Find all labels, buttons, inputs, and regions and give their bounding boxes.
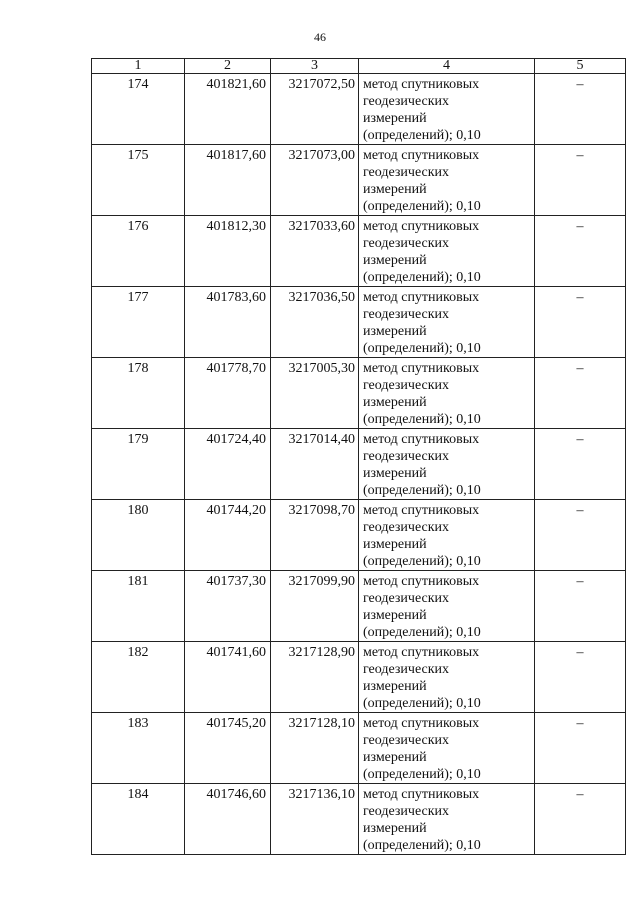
y-coordinate-cell-text: 3217099,90 (288, 574, 355, 589)
point-number-cell (92, 784, 185, 855)
x-coordinate-cell-text: 401737,30 (206, 574, 266, 589)
table-row (92, 784, 626, 855)
note-cell (535, 358, 626, 429)
note-cell (535, 216, 626, 287)
table-row (92, 429, 626, 500)
note-cell-text: – (576, 148, 584, 163)
table-row (92, 571, 626, 642)
note-cell (535, 145, 626, 216)
method-cell (359, 500, 535, 571)
x-coordinate-cell (185, 500, 271, 571)
table-row (92, 74, 626, 145)
column-header-3: 3 (271, 59, 359, 74)
point-number-cell-text: 181 (127, 574, 149, 589)
page-number: 46 (314, 30, 326, 44)
table-row (92, 358, 626, 429)
note-cell (535, 429, 626, 500)
x-coordinate-cell-text: 401741,60 (206, 645, 266, 660)
point-number-cell (92, 500, 185, 571)
point-number-cell-text: 178 (127, 361, 149, 376)
x-coordinate-cell (185, 642, 271, 713)
y-coordinate-cell (271, 713, 359, 784)
y-coordinate-cell (271, 358, 359, 429)
x-coordinate-cell (185, 145, 271, 216)
point-number-cell-text: 179 (127, 432, 149, 447)
y-coordinate-cell (271, 500, 359, 571)
method-cell-text: метод спутниковых геодезических измерений (определений); 0,10 (363, 574, 481, 640)
y-coordinate-cell (271, 642, 359, 713)
method-cell-text: метод спутниковых геодезических измерений (определений); 0,10 (363, 432, 481, 498)
note-cell (535, 642, 626, 713)
point-number-cell-text: 183 (127, 716, 149, 731)
point-number-cell (92, 287, 185, 358)
note-cell (535, 500, 626, 571)
point-number-cell (92, 429, 185, 500)
x-coordinate-cell-text: 401745,20 (206, 716, 266, 731)
method-cell-text: метод спутниковых геодезических измерений (определений); 0,10 (363, 77, 481, 143)
x-coordinate-cell (185, 216, 271, 287)
column-header-2: 2 (185, 59, 271, 74)
y-coordinate-cell (271, 216, 359, 287)
x-coordinate-cell-text: 401783,60 (206, 290, 266, 305)
point-number-cell-text: 174 (127, 77, 149, 92)
point-number-cell-text: 176 (127, 219, 149, 234)
table-header-row (92, 59, 626, 74)
table-row (92, 713, 626, 784)
note-cell-text: – (576, 645, 584, 660)
x-coordinate-cell (185, 429, 271, 500)
table-row (92, 216, 626, 287)
table-row (92, 642, 626, 713)
y-coordinate-cell (271, 74, 359, 145)
point-number-cell (92, 713, 185, 784)
point-number-cell (92, 358, 185, 429)
x-coordinate-cell-text: 401746,60 (206, 787, 266, 802)
note-cell (535, 287, 626, 358)
table-row (92, 500, 626, 571)
method-cell (359, 287, 535, 358)
note-cell (535, 571, 626, 642)
x-coordinate-cell (185, 713, 271, 784)
point-number-cell (92, 571, 185, 642)
y-coordinate-cell-text: 3217128,90 (288, 645, 355, 660)
y-coordinate-cell-text: 3217036,50 (288, 290, 355, 305)
y-coordinate-cell (271, 429, 359, 500)
point-number-cell-text: 175 (127, 148, 149, 163)
x-coordinate-cell-text: 401744,20 (206, 503, 266, 518)
note-cell (535, 713, 626, 784)
note-cell (535, 74, 626, 145)
note-cell (535, 784, 626, 855)
method-cell-text: метод спутниковых геодезических измерений (определений); 0,10 (363, 219, 481, 285)
y-coordinate-cell (271, 145, 359, 216)
method-cell-text: метод спутниковых геодезических измерений (определений); 0,10 (363, 645, 481, 711)
method-cell (359, 358, 535, 429)
coordinates-table (91, 58, 626, 855)
method-cell (359, 216, 535, 287)
y-coordinate-cell-text: 3217014,40 (288, 432, 355, 447)
method-cell-text: метод спутниковых геодезических измерений (определений); 0,10 (363, 290, 481, 356)
point-number-cell-text: 184 (127, 787, 149, 802)
note-cell-text: – (576, 432, 584, 447)
point-number-cell (92, 216, 185, 287)
x-coordinate-cell-text: 401817,60 (206, 148, 266, 163)
y-coordinate-cell-text: 3217072,50 (288, 77, 355, 92)
y-coordinate-cell-text: 3217073,00 (288, 148, 355, 163)
y-coordinate-cell-text: 3217128,10 (288, 716, 355, 731)
method-cell (359, 713, 535, 784)
x-coordinate-cell-text: 401724,40 (206, 432, 266, 447)
column-header-4: 4 (359, 59, 535, 74)
note-cell-text: – (576, 290, 584, 305)
table-row (92, 145, 626, 216)
note-cell-text: – (576, 503, 584, 518)
method-cell (359, 145, 535, 216)
method-cell (359, 642, 535, 713)
point-number-cell (92, 74, 185, 145)
y-coordinate-cell-text: 3217098,70 (288, 503, 355, 518)
column-header-5: 5 (535, 59, 626, 74)
y-coordinate-cell (271, 287, 359, 358)
y-coordinate-cell (271, 571, 359, 642)
method-cell (359, 74, 535, 145)
note-cell-text: – (576, 716, 584, 731)
method-cell-text: метод спутниковых геодезических измерений (определений); 0,10 (363, 716, 481, 782)
y-coordinate-cell-text: 3217033,60 (288, 219, 355, 234)
x-coordinate-cell (185, 784, 271, 855)
method-cell-text: метод спутниковых геодезических измерений (определений); 0,10 (363, 148, 481, 214)
note-cell-text: – (576, 787, 584, 802)
y-coordinate-cell (271, 784, 359, 855)
x-coordinate-cell (185, 571, 271, 642)
point-number-cell-text: 182 (127, 645, 149, 660)
point-number-cell-text: 180 (127, 503, 149, 518)
y-coordinate-cell-text: 3217005,30 (288, 361, 355, 376)
column-header-1: 1 (92, 59, 185, 74)
method-cell (359, 429, 535, 500)
note-cell-text: – (576, 361, 584, 376)
method-cell-text: метод спутниковых геодезических измерений (определений); 0,10 (363, 361, 481, 427)
x-coordinate-cell-text: 401812,30 (206, 219, 266, 234)
point-number-cell (92, 145, 185, 216)
x-coordinate-cell (185, 287, 271, 358)
x-coordinate-cell (185, 74, 271, 145)
y-coordinate-cell-text: 3217136,10 (288, 787, 355, 802)
point-number-cell-text: 177 (127, 290, 149, 305)
method-cell (359, 571, 535, 642)
note-cell-text: – (576, 219, 584, 234)
note-cell-text: – (576, 77, 584, 92)
x-coordinate-cell-text: 401778,70 (206, 361, 266, 376)
table-row (92, 287, 626, 358)
method-cell-text: метод спутниковых геодезических измерений (определений); 0,10 (363, 503, 481, 569)
method-cell-text: метод спутниковых геодезических измерений (определений); 0,10 (363, 787, 481, 853)
point-number-cell (92, 642, 185, 713)
x-coordinate-cell (185, 358, 271, 429)
note-cell-text: – (576, 574, 584, 589)
x-coordinate-cell-text: 401821,60 (206, 77, 266, 92)
method-cell (359, 784, 535, 855)
